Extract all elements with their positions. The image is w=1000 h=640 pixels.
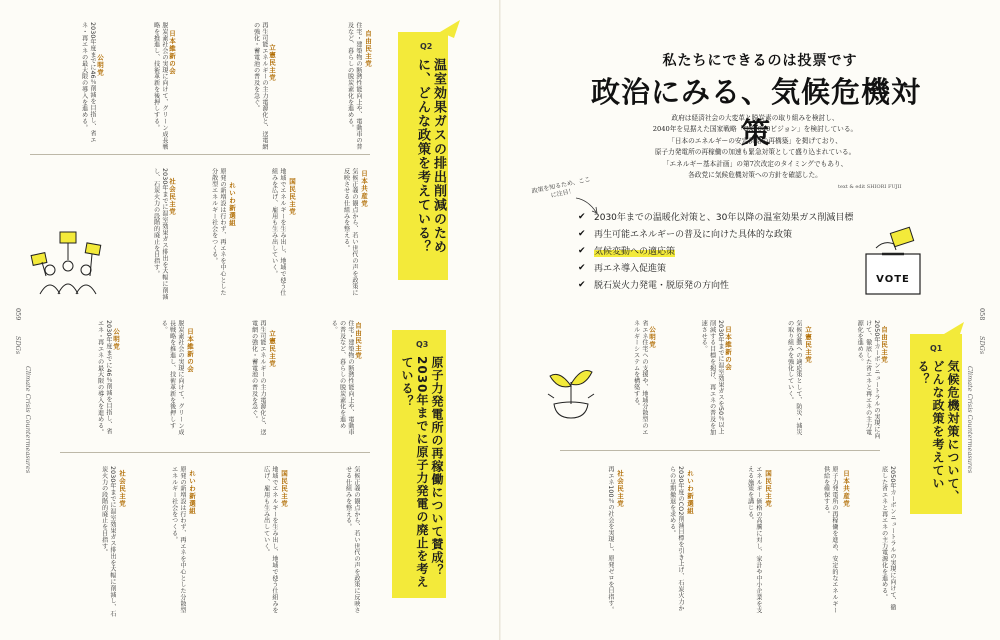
check-icon: ✔ — [578, 279, 586, 290]
party-label: れいわ新選組 — [686, 470, 694, 515]
text-column: 気候正義の観点から、若い世代の声を政策に反映させる仕組みを整える。 — [344, 466, 360, 614]
text-column: 2050年カーボンニュートラルの実現に向けて、徹底した省エネと再エネの主力電源化を進める。 — [880, 466, 896, 611]
text-column: 原子力発電所の再稼働を進め、安定的なエネルギー供給を確保する。 — [822, 466, 838, 614]
sprout-illustration — [546, 364, 596, 420]
page-folio: 058 — [978, 308, 986, 321]
check-icon: ✔ — [578, 245, 586, 256]
running-label: SDGs — [978, 336, 986, 355]
party-label: 社会民主党 — [118, 470, 126, 508]
text-column: 地域でエネルギーを生み出し、地域で使う仕組みを広げ、雇用も生み出していく。 — [270, 168, 286, 296]
section-divider — [560, 450, 880, 451]
text-column: 住宅・建築物の断熱性能向上や、電動車の普及など、暮らしの脱炭素化を進める。 — [346, 22, 362, 150]
party-label: 公明党 — [648, 326, 656, 349]
q1-title: 気候危機対策について、どんな政策を考えている？ — [916, 360, 960, 503]
intro-paragraph — [590, 113, 920, 181]
q3-title: 原子力発電所の再稼働について賛成？2030年までに原子力発電の廃止を考えている？ — [400, 356, 444, 589]
text-column: 2030年度までに46％削減を目指し、省エネ・再エネの最大限の導入を進める。 — [80, 22, 96, 143]
text-column: 2030年度のCO2削減目標を引き上げ、石炭火力からの早期撤退を求める。 — [668, 466, 684, 612]
checklist-item: ✔ 再生可能エネルギーの普及に向けた具体的な政策 — [578, 228, 793, 240]
q1-tab — [944, 322, 964, 340]
party-label: 国民民主党 — [280, 470, 288, 508]
party-label: 社会民主党 — [616, 470, 624, 508]
section-divider — [30, 154, 370, 155]
page-gutter — [499, 0, 501, 640]
text-column: 再生可能エネルギーの主力電源化と、送電網の強化・蓄電池の普及を急ぐ。 — [250, 320, 266, 436]
party-label: 立憲民主党 — [804, 326, 812, 364]
text-column: エネルギー価格の高騰に対し、家計や中小企業を支える施策を講じる。 — [746, 466, 762, 614]
checklist-item: ✔ 再エネ導入促進策 — [578, 262, 667, 274]
text-column: 原発の新増設は行わず、再エネを中心とした分散型エネルギー社会をつくる。 — [170, 466, 186, 614]
q1-number: Q1 — [930, 344, 943, 353]
checklist-item: ✔ 気候変動への適応策 — [578, 245, 676, 257]
text-column: 地域でエネルギーを生み出し、地域で使う仕組みを広げ、雇用も生み出していく。 — [262, 466, 278, 614]
party-label: 日本維新の会 — [168, 30, 176, 75]
intro-line: 政府は経済社会の大変革と脱炭素の取り組みを検討し、 — [671, 114, 839, 122]
section-divider — [60, 452, 370, 453]
party-label: 国民民主党 — [288, 178, 296, 216]
party-label: 自由民主党 — [880, 326, 888, 364]
intro-line: 各政党に気候危機対策への方針を確認した。 — [688, 171, 822, 180]
callout-note: 政策を知るため、ここに注目！ — [531, 175, 592, 200]
protest-illustration — [30, 230, 106, 296]
main-title: 政治にみる、気候危機対策 — [590, 75, 921, 150]
q2-tab — [440, 20, 460, 38]
intro-line: 2040年を見据えた国家戦略「GX2040ビジョン」を検討している。 — [652, 125, 858, 134]
text-column: 原発の新増設は行わず、再エネを中心とした分散型エネルギー社会をつくる。 — [210, 168, 226, 296]
text-column: 気候変動への適応策として、防災・減災の取り組みを強化していく。 — [786, 320, 802, 436]
party-label: 自由民主党 — [364, 30, 372, 68]
checklist-item: ✔ 脱石炭火力発電・脱原発の方向性 — [578, 279, 730, 291]
series-label: Climate Crisis Countermeasures — [24, 366, 32, 474]
text-column: 再エネ100％の社会を実現し、原発ゼロを目指す。 — [607, 466, 614, 613]
intro-line: 「日本のエネルギーの安定供給の再構築」を掲げており、 — [668, 136, 842, 145]
party-label: 立憲民主党 — [268, 330, 276, 368]
text-column: 2030年までに温室効果ガス排出を大幅に削減し、石炭火力の段階的廃止を目指す。 — [100, 466, 116, 617]
checklist — [578, 208, 908, 293]
text-column: 2030年までに温室効果ガス排出を大幅に削減し、石炭火力の段階的廃止を目指す。 — [152, 168, 168, 300]
check-icon: ✔ — [578, 228, 586, 239]
vote-label: VOTE — [876, 274, 910, 285]
text-column: 2030年までに温室効果ガスを50％以上削減する目標を掲げ、再エネの普及を加速させる。 — [700, 320, 724, 436]
text-column: 脱炭素社会の実現に向けて、グリーン成長戦略を推進し、技術革新を後押しする。 — [152, 22, 168, 150]
party-label: れいわ新選組 — [188, 470, 196, 515]
page-folio: 059 — [14, 308, 22, 321]
text-column: 2050年カーボンニュートラルの実現に向けて、徹底した省エネと再エネの主力電源化を進める。 — [856, 320, 880, 439]
q2-number: Q2 — [420, 42, 433, 51]
text-column: 気候正義の観点から、若い世代の声を政策に反映させる仕組みを整える。 — [342, 168, 358, 296]
checklist-item: ✔ 2030年までの温暖化対策と、30年以降の温室効果ガス削減目標 — [578, 211, 854, 223]
intro-line: 原子力発電所の再稼働の加速も緊急対策として盛り込まれている。 — [654, 148, 856, 157]
party-label: 立憲民主党 — [268, 44, 276, 82]
party-label: 自由民主党 — [354, 322, 362, 360]
check-icon: ✔ — [578, 262, 586, 273]
q3-number: Q3 — [416, 340, 429, 349]
text-column: 2030年度までに46％削減を目指し、省エネ・再エネの最大限の導入を進める。 — [96, 320, 112, 436]
party-label: 日本維新の会 — [186, 328, 194, 373]
series-label: Climate Crisis Countermeasures — [966, 366, 974, 474]
party-label: 日本共産党 — [360, 170, 368, 208]
party-label: 社会民主党 — [168, 178, 176, 216]
party-label: 国民民主党 — [764, 470, 772, 508]
party-label: れいわ新選組 — [228, 182, 236, 227]
text-column: 住宅・建築物の断熱性能向上や、電動車の普及など、暮らしの脱炭素化を進める。 — [330, 320, 354, 436]
party-label: 日本維新の会 — [724, 326, 732, 371]
intro-line: 「エネルギー基本計画」の第7次改定のタイミングでもあり、 — [662, 159, 848, 168]
running-label: SDGs — [14, 336, 22, 355]
credit: text & edit SHIORI FUJII — [838, 184, 902, 190]
q2-title: 温室効果ガスの排出削減のために、どんな政策を考えている？ — [415, 58, 446, 254]
ballot-box-illustration — [862, 226, 924, 298]
party-label: 公明党 — [96, 54, 104, 77]
text-column: 脱炭素社会の実現に向けて、グリーン成長戦略を推進し、技術革新を後押しする。 — [160, 320, 184, 436]
party-label: 公明党 — [112, 328, 120, 351]
text-column: 再生可能エネルギーの主力電源化と、送電網の強化・蓄電池の普及を急ぐ。 — [252, 22, 268, 150]
subtitle: 私たちにできるのは投票です — [662, 53, 858, 69]
party-label: 日本共産党 — [842, 470, 850, 508]
text-column: 省エネ住宅への支援や、地域分散型のエネルギーシステムを構築する。 — [632, 320, 648, 436]
check-icon: ✔ — [578, 211, 586, 222]
